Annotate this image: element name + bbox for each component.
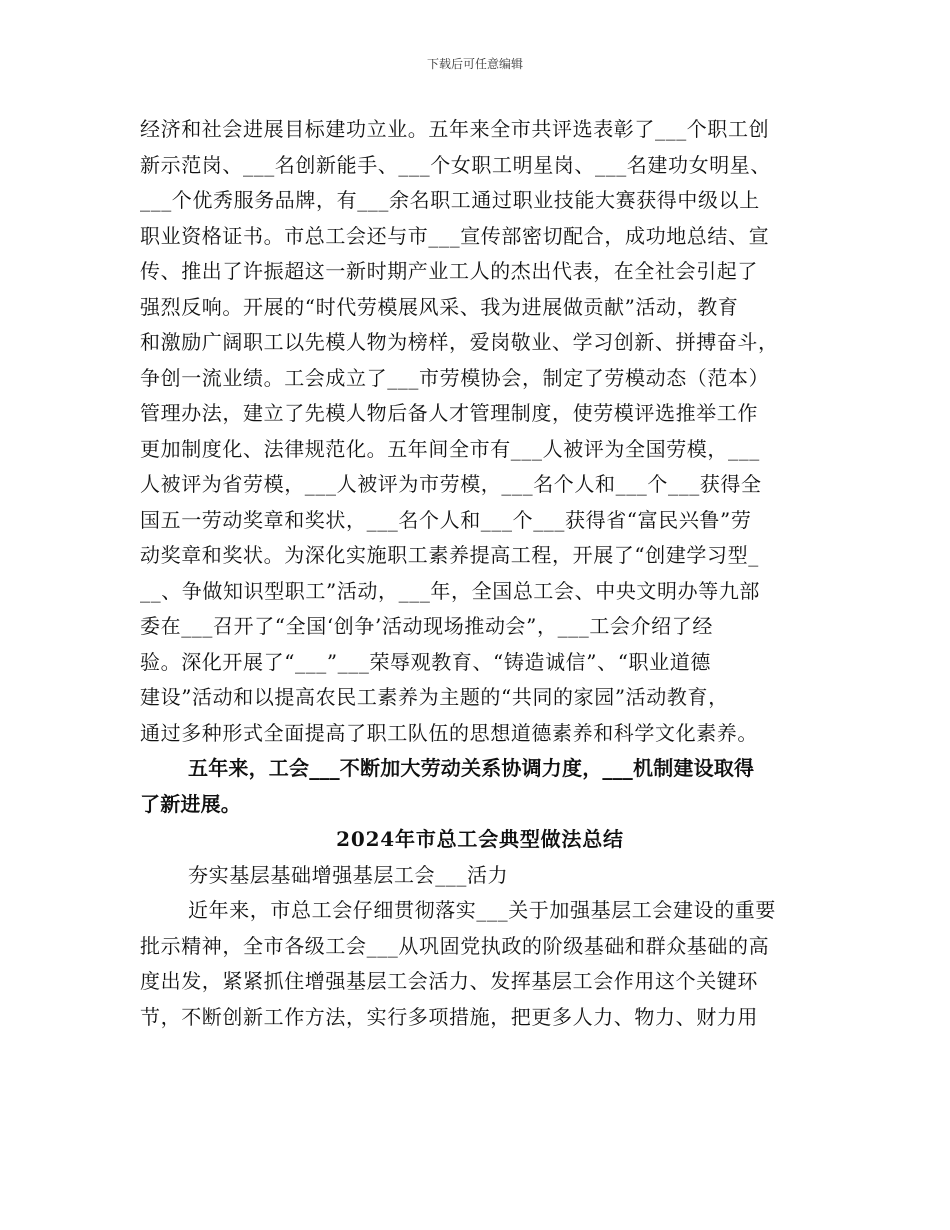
text-line: 新示范岗、___名创新能手、___个女职工明星岗、___名建功女明星、 bbox=[140, 152, 771, 177]
text-line: 动奖章和奖状。为深化实施职工素养提高工程，开展了“创建学习型_ bbox=[140, 543, 759, 567]
text-line: 度出发，紧紧抓住增强基层工会活力、发挥基层工会作用这个关键环 bbox=[140, 969, 758, 993]
text-line: 人被评为省劳模，___人被评为市劳模，___名个人和___个___获得全 bbox=[140, 472, 762, 496]
text-line: 节，不断创新工作方法，实行多项措施，把更多人力、物力、财力用 bbox=[140, 1004, 758, 1029]
page-header: 下载后可任意编辑 bbox=[426, 57, 523, 71]
section-subtitle: 夯实基层基础增强基层工会___活力 bbox=[188, 862, 509, 887]
text-line: 验。深化开展了“___”___荣辱观教育、“铸造诚信”、“职业道德 bbox=[140, 649, 711, 674]
text-line: 批示精神，全市各级工会___从巩固党执政的阶级基础和群众基础的高 bbox=[140, 933, 770, 958]
bold-text-line: 五年来，工会___不断加大劳动关系协调力度，___机制建设取得 bbox=[188, 756, 755, 780]
text-line: 经济和社会进展目标建功立业。五年来全市共评选表彰了___个职工创 bbox=[140, 117, 770, 141]
text-line: 传、推出了许振超这一新时期产业工人的杰出代表，在全社会引起了 bbox=[140, 259, 758, 283]
text-line: ___个优秀服务品牌，有___余名职工通过职业技能大赛获得中级以上 bbox=[140, 188, 760, 212]
text-line: 通过多种形式全面提高了职工队伍的思想道德素养和科学文化素养。 bbox=[140, 720, 758, 745]
text-line: 和激励广阔职工以先模人物为榜样，爱岗敬业、学习创新、拼搏奋斗， bbox=[140, 330, 779, 354]
section-title: 2024年市总工会典型做法总结 bbox=[336, 827, 624, 851]
text-line: 职业资格证书。市总工会还与市___宣传部密切配合，成功地总结、宣 bbox=[140, 223, 770, 248]
text-line: 管理办法，建立了先模人物后备人才管理制度，使劳模评选推举工作 bbox=[140, 401, 758, 425]
text-line: 近年来，市总工会仔细贯彻落实___关于加强基层工会建设的重要 bbox=[188, 898, 776, 922]
text-line: 强烈反响。开展的“时代劳模展风采、我为进展做贡献”活动，教育 bbox=[140, 294, 739, 319]
paragraph-grassroots bbox=[140, 893, 820, 1035]
text-line: 国五一劳动奖章和奖状，___名个人和___个___获得省“富民兴鲁”劳 bbox=[140, 507, 752, 532]
bold-text-line: 了新进展。 bbox=[140, 791, 241, 816]
text-line: __、争做知识型职工”活动，___年，全国总工会、中央文明办等九部 bbox=[140, 578, 761, 603]
document-body bbox=[140, 112, 820, 1035]
paragraph-labor-relations bbox=[140, 751, 820, 822]
text-line: 委在___召开了“全国‘创争’活动现场推动会”，___工会介绍了经 bbox=[140, 614, 713, 638]
text-line: 建设”活动和以提高农民工素养为主题的“共同的家园”活动教育， bbox=[140, 685, 729, 709]
paragraph-achievements bbox=[140, 112, 820, 751]
text-line: 更加制度化、法律规范化。五年间全市有___人被评为全国劳模，___ bbox=[140, 436, 760, 461]
text-line: 争创一流业绩。工会成立了___市劳模协会，制定了劳模动态（范本） bbox=[140, 365, 770, 390]
